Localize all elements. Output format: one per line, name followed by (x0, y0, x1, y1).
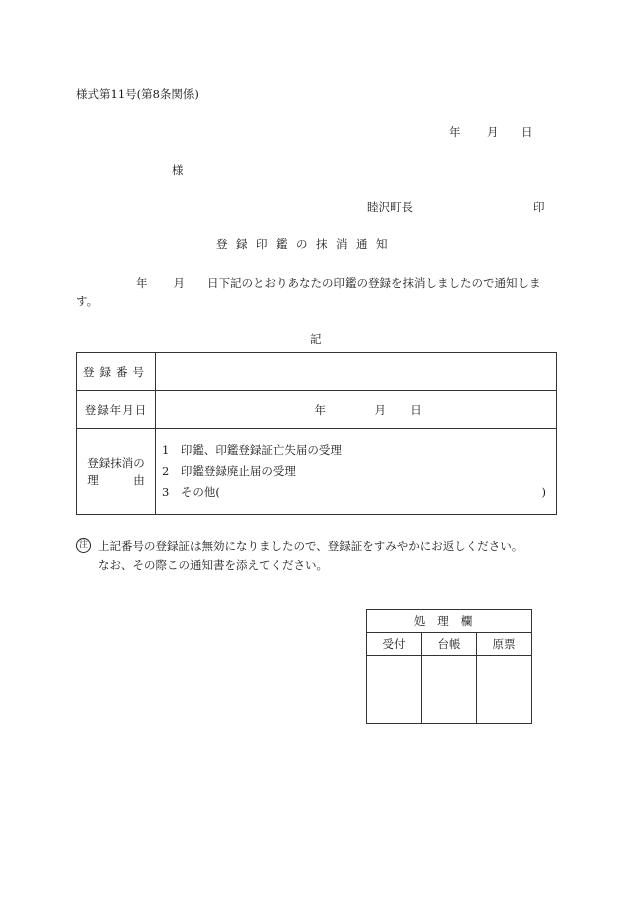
notice-body (76, 274, 558, 310)
note-line-2: なお、その際この通知書を添えてください。 (98, 558, 328, 572)
reason-close-paren: ) (541, 485, 546, 499)
reg-month: 月 (374, 402, 386, 417)
table-row (367, 633, 532, 656)
list-item: 2 印鑑登録廃止届の受理 (162, 464, 296, 478)
processing-header: 処理欄 (367, 610, 532, 633)
list-item (162, 482, 556, 503)
reason-label-line1: 登録抹消の (87, 455, 145, 470)
processing-col-original: 原票 (477, 633, 532, 656)
registration-date-label: 登録年月日 (77, 391, 156, 429)
processing-table (366, 609, 532, 724)
registration-date-value (156, 391, 557, 429)
issue-date (449, 124, 533, 140)
cancellation-reason-label (77, 429, 156, 515)
processing-cell-reception (367, 656, 422, 724)
ki-heading: 記 (310, 332, 322, 346)
table-row (77, 391, 557, 429)
reg-year: 年 (314, 402, 326, 417)
body-month: 月 (173, 276, 185, 290)
processing-cell-ledger (422, 656, 477, 724)
cancellation-reason-list (156, 429, 557, 515)
table-row (367, 610, 532, 633)
note-line-1: 上記番号の登録証は無効になりましたので、登録証をすみやかにお返しください。 (98, 539, 524, 553)
note-mark: 注 (76, 538, 91, 553)
date-month: 月 (487, 125, 499, 139)
table-row (77, 429, 557, 515)
processing-col-reception: 受付 (367, 633, 422, 656)
reason-label-line2: 理 由 (87, 472, 145, 487)
addressee-suffix: 様 (172, 163, 184, 177)
date-year: 年 (449, 125, 461, 139)
registration-table (76, 352, 557, 515)
registration-number-label: 登録番号 (77, 353, 156, 391)
list-item: 1 印鑑、印鑑登録証亡失届の受理 (162, 443, 342, 457)
seal-mark: 印 (533, 200, 545, 214)
body-year: 年 (136, 276, 148, 290)
table-row (367, 656, 532, 724)
reg-day: 日 (410, 402, 422, 417)
issuer-name: 睦沢町長 (367, 200, 413, 214)
form-number: 様式第11号(第8条関係) (76, 87, 199, 101)
processing-col-ledger: 台帳 (422, 633, 477, 656)
date-day: 日 (521, 125, 533, 139)
table-row (77, 353, 557, 391)
reason-other-text: 3 その他( (162, 485, 220, 499)
registration-number-value (156, 353, 557, 391)
document-title: 登録印鑑の抹消通知 (216, 237, 396, 251)
body-text: 日下記のとおりあなたの印鑑の登録を抹消しましたので通知します。 (76, 276, 541, 308)
processing-cell-original (477, 656, 532, 724)
